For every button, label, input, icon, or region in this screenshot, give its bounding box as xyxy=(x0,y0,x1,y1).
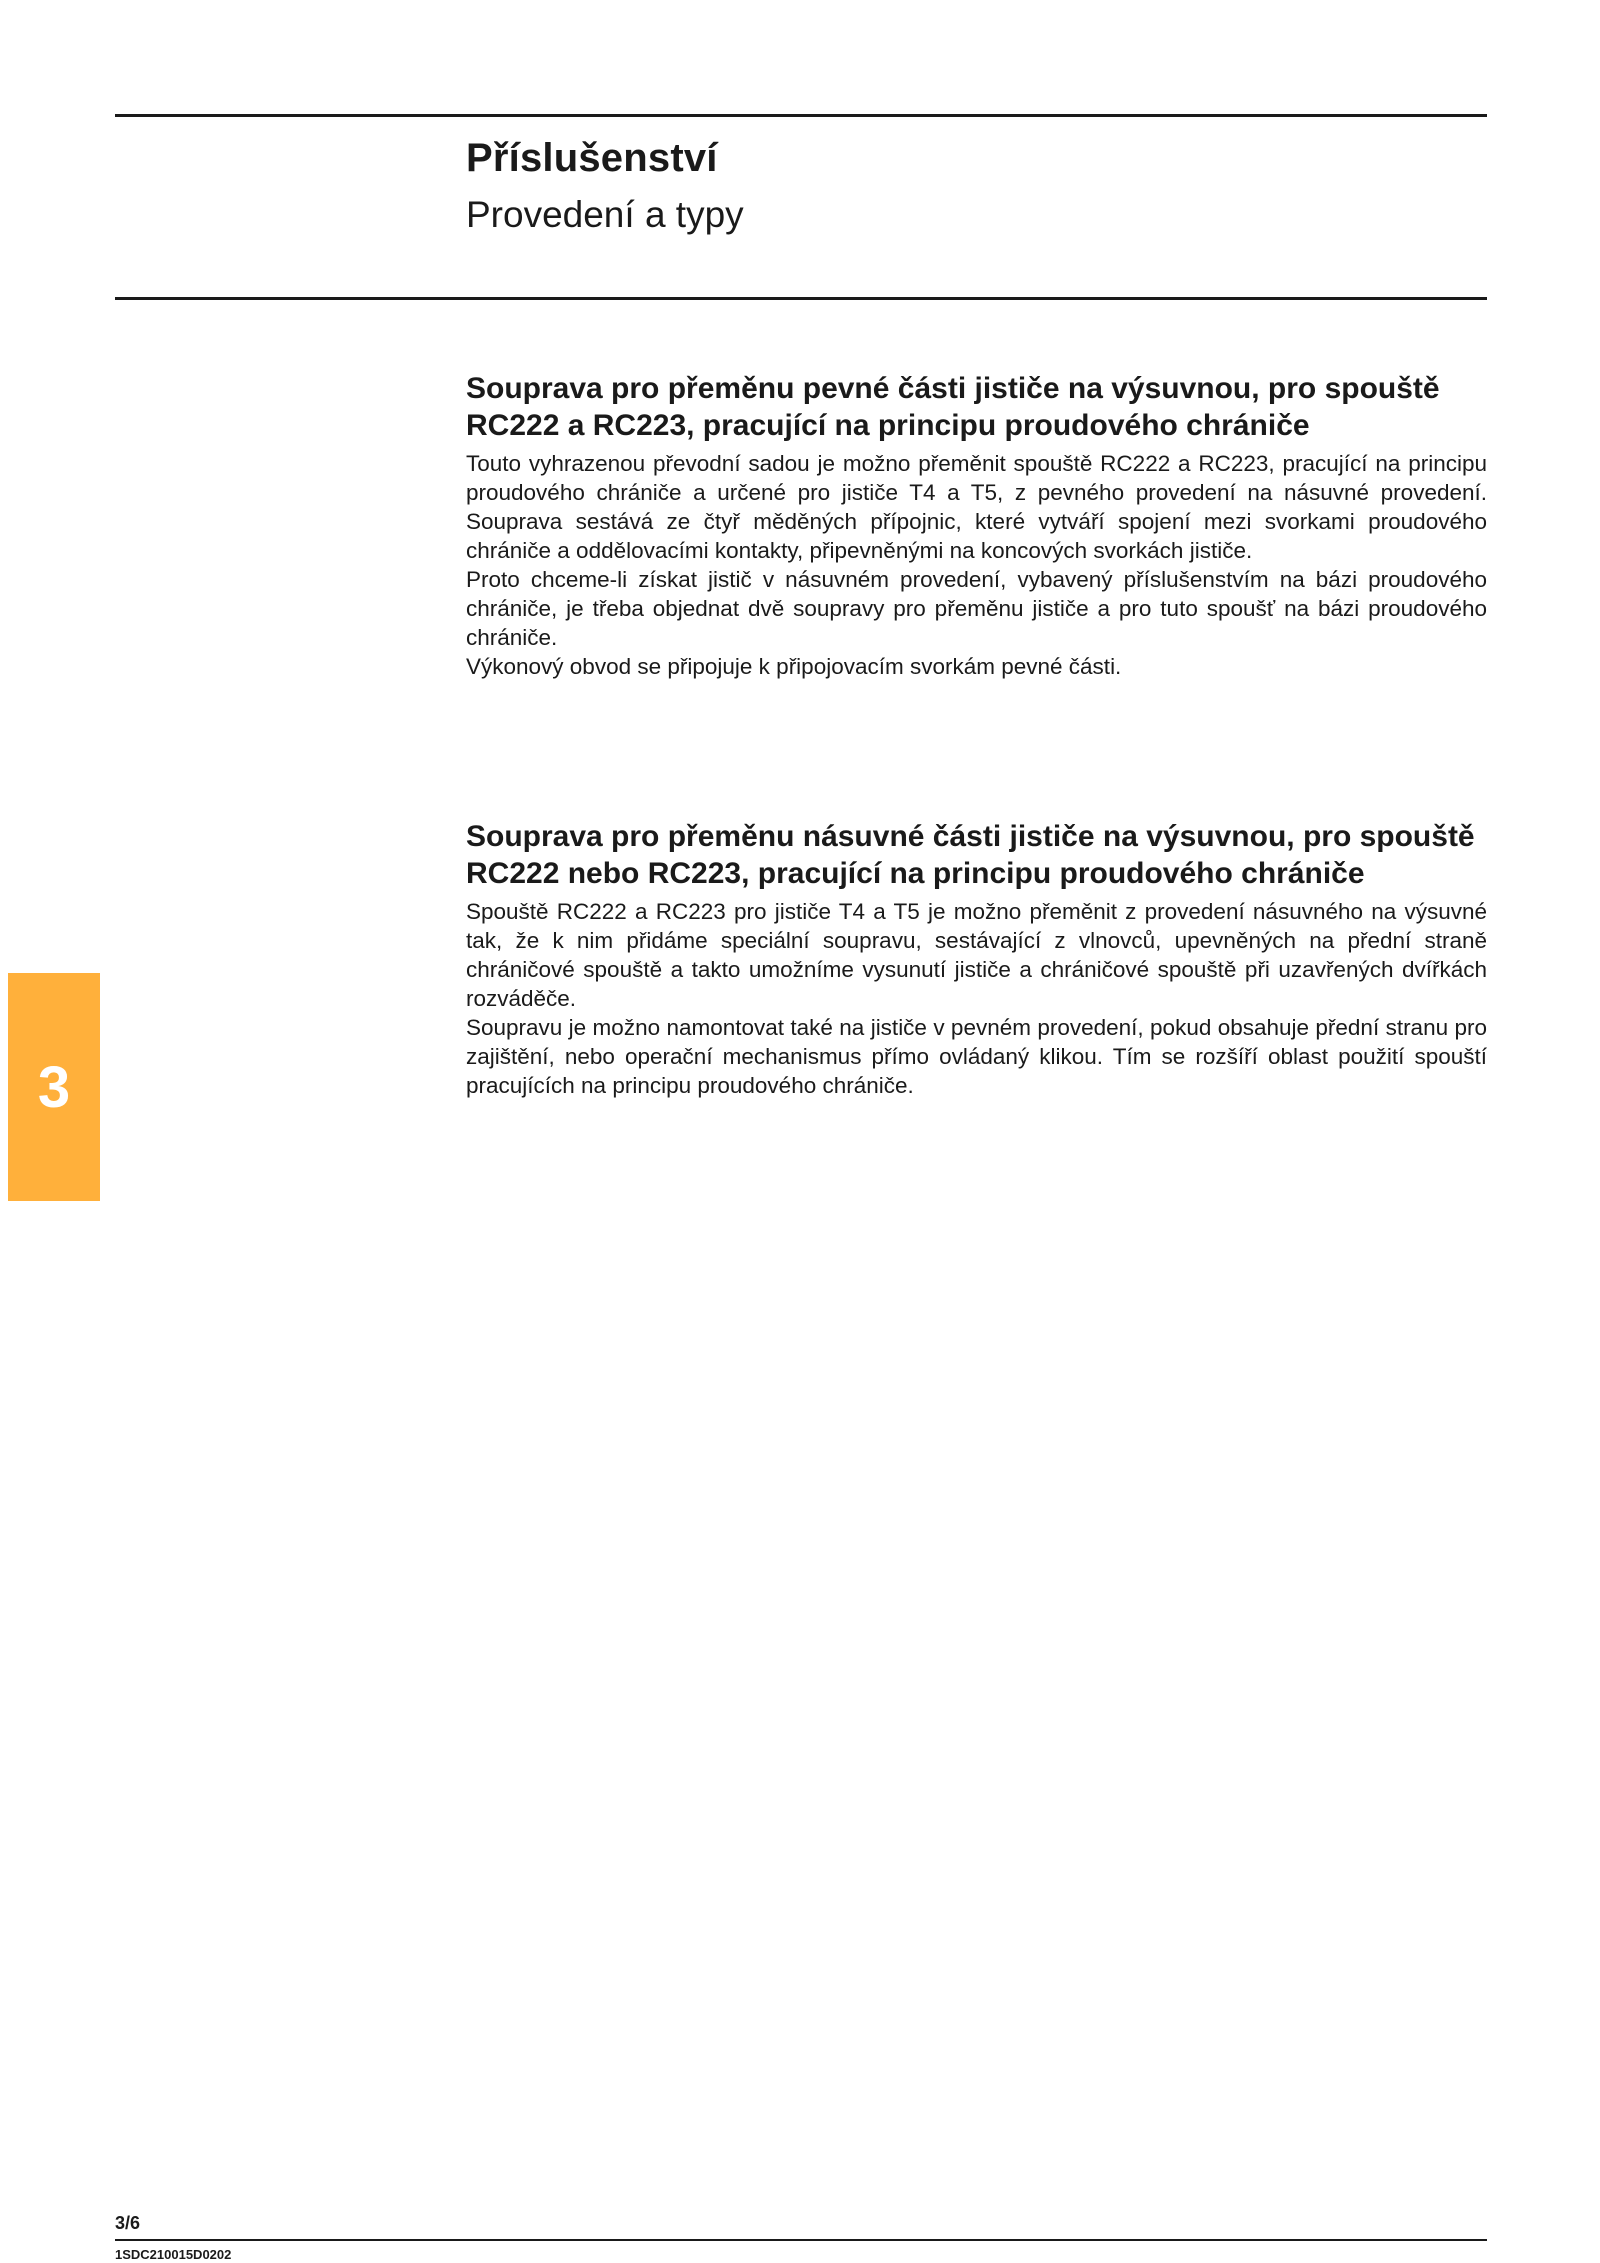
header-bottom-rule xyxy=(115,297,1487,300)
footer-rule xyxy=(115,2239,1487,2241)
page-subtitle: Provedení a typy xyxy=(466,194,744,235)
chapter-tab xyxy=(8,973,100,1201)
section-heading: Souprava pro přeměnu pevné části jističe na výsuvnou, pro spouště RC222 a RC223, pracující na principu proudového chrániče xyxy=(466,372,1440,442)
page-title: Příslušenství xyxy=(466,136,718,180)
section-paragraph: Proto chceme-li získat jistič v násuvném provedení, vybavený příslušenstvím na bázi proudového chrániče, je třeba objednat dvě soupravy pro přeměnu jističe a pro tuto spoušť na bázi proudového chrániče. xyxy=(466,567,1487,650)
chapter-number: 3 xyxy=(37,1054,71,1120)
section-fixed-to-withdrawable-kit xyxy=(466,370,1487,681)
section-heading: Souprava pro přeměnu násuvné části jističe na výsuvnou, pro spouště RC222 nebo RC223, pracující na principu proudového chrániče xyxy=(466,820,1475,890)
document-code: 1SDC210015D0202 xyxy=(115,2247,232,2262)
section-paragraph: Spouště RC222 a RC223 pro jističe T4 a T5 je možno přeměnit z provedení násuvného na výsuvné tak, že k nim přidáme speciální soupravu, sestávající z vlnovců, upevněných na přední straně chráničové spouště a takto umožníme vysunutí jističe a chráničové spouště při uzavřených dvířkách rozváděče. xyxy=(466,899,1487,1011)
section-paragraph: Soupravu je možno namontovat také na jističe v pevném provedení, pokud obsahuje přední stranu pro zajištění, nebo operační mechanismus přímo ovládaný klikou. Tím se rozšíří oblast použití spouští pracujících na principu proudového chrániče. xyxy=(466,1015,1487,1098)
section-plugin-to-withdrawable-kit xyxy=(466,818,1487,1100)
section-paragraph: Touto vyhrazenou převodní sadou je možno přeměnit spouště RC222 a RC223, pracující na principu proudového chrániče a určené pro jističe T4 a T5, z pevného provedení na násuvné provedení. Souprava sestává ze čtyř měděných přípojnic, které vytváří spojení mezi svorkami proudového chrániče a oddělovacími kontakty, připevněnými na koncových svorkách jističe. xyxy=(466,451,1487,563)
header-top-rule xyxy=(115,114,1487,117)
page-number: 3/6 xyxy=(115,2213,141,2233)
section-paragraph: Výkonový obvod se připojuje k připojovacím svorkám pevné části. xyxy=(466,654,1122,679)
